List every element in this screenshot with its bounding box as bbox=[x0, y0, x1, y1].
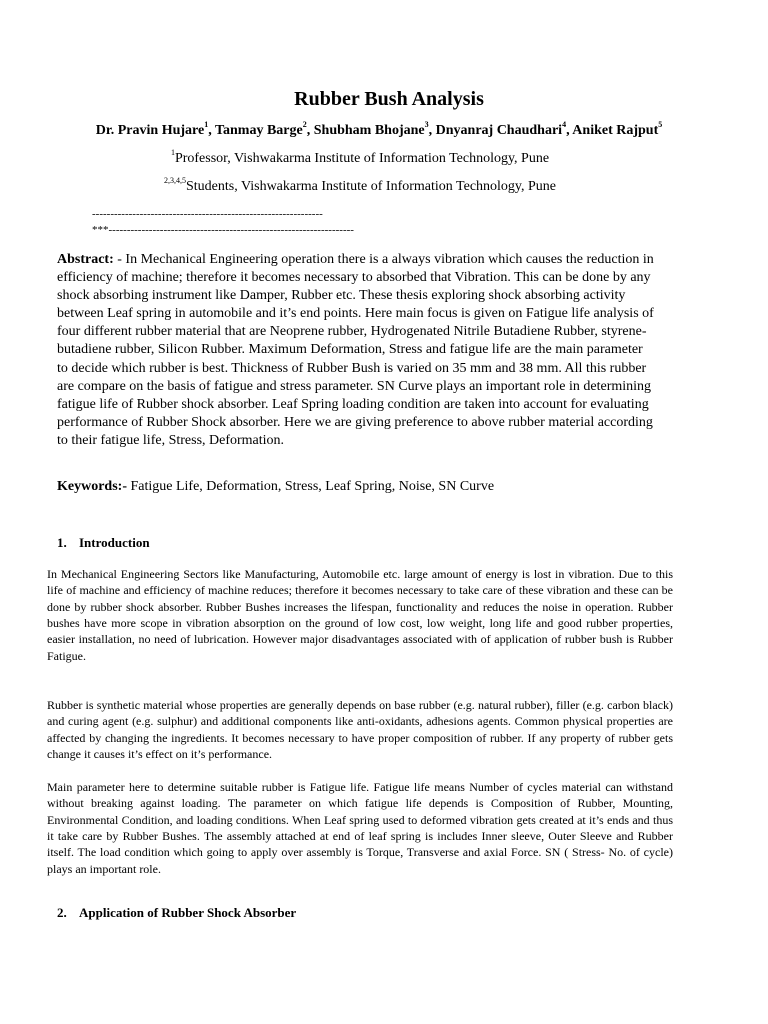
section-heading-application bbox=[57, 905, 296, 921]
author-name: Dnyanraj Chaudhari bbox=[435, 123, 563, 138]
abstract-label: Abstract: bbox=[57, 252, 114, 267]
author-sep: , bbox=[208, 123, 215, 138]
keywords-label: Keywords:- bbox=[57, 479, 127, 494]
author-name: Shubham Bhojane bbox=[313, 123, 425, 138]
author-sup: 3 bbox=[424, 120, 429, 130]
author-name: Tanmay Barge bbox=[214, 123, 303, 138]
keywords-text: Fatigue Life, Deformation, Stress, Leaf Spring, Noise, SN Curve bbox=[127, 479, 495, 494]
separator-line: --------------------------------------------------------------- bbox=[92, 208, 323, 220]
author-sep: , bbox=[306, 123, 314, 138]
author-name: Aniket Rajput bbox=[572, 123, 659, 138]
affiliation-students bbox=[0, 176, 720, 195]
author-sep: , bbox=[566, 123, 573, 138]
body-paragraph: Main parameter here to determine suitable rubber is Fatigue life. Fatigue life means Number of cycles material can withstand without breaking against loading. The parameter on which fatigue life depends is Composition of Rubber, Mounting, Environmental Condition, and loading conditions. When Leaf spring used to deformed vibration gets created at it’s ends and thus it take care by Rubber Bushes. The assembly attached at end of leaf spring is includes Inner sleeve, Outer Sleeve and Rubber itself. The load condition which going to apply over assembly is Torque, Transverse and axial Force. SN ( Stress- No. of cycle) plays an important role. bbox=[47, 780, 673, 876]
keywords bbox=[57, 478, 677, 496]
section-title: Application of Rubber Shock Absorber bbox=[79, 905, 297, 920]
author-sup: 5 bbox=[658, 120, 663, 130]
affiliation-sup: 2,3,4,5 bbox=[163, 176, 186, 186]
affiliation-sup: 1 bbox=[170, 148, 175, 158]
abstract-text: - In Mechanical Engineering operation there is a always vibration which causes the reduction in efficiency of machine; therefore it becomes necessary to absorbed that Vibration. This can be done by any shock absorbing instrument like Damper, Rubber etc. These thesis exploring shock absorbing activity between Leaf spring in automobile and it’s end points. Here main focus is given on Fatigue life analysis of four different rubber material that are Neoprene rubber, Hydrogenated Nitrile Butadiene Rubber, styrene-butadiene rubber, Silicon Rubber. Maximum Deformation, Stress and fatigue life are the main parameter to decide which rubber is best. Thickness of Rubber Bush is varied on 35 mm and 38 mm. All this rubber are compare on the basis of fatigue and stress parameter. SN Curve plays an important role in determining fatigue life of Rubber shock absorber. Leaf Spring loading condition are taken into account for evaluating performance of Rubber Shock absorber. Here we are giving preference to above rubber material according to their fatigue life, Stress, Deformation. bbox=[57, 252, 654, 448]
abstract bbox=[57, 251, 657, 450]
body-paragraph: Rubber is synthetic material whose properties are generally depends on base rubber (e.g. natural rubber), filler (e.g. carbon black) and curing agent (e.g. sulphur) and additional components like anti-oxidants, adhesions agents. Common physical properties are affected by changing the ingredients. It becomes necessary to have proper composition of rubber. If any property of rubber gets change it causes it’s effect on it’s performance. bbox=[47, 698, 673, 762]
affiliation-text: Students, Vishwakarma Institute of Information Technology, Pune bbox=[185, 179, 557, 194]
author-list bbox=[0, 120, 758, 139]
author-sup: 4 bbox=[562, 120, 567, 130]
author-sup: 2 bbox=[302, 120, 307, 130]
section-heading-introduction bbox=[57, 535, 150, 551]
section-title: Introduction bbox=[79, 535, 150, 550]
affiliation-professor bbox=[0, 148, 720, 167]
section-number: 1. bbox=[57, 535, 67, 550]
paper-title: Rubber Bush Analysis bbox=[294, 88, 484, 110]
author-sep: , bbox=[428, 123, 436, 138]
section-number: 2. bbox=[57, 905, 67, 920]
body-paragraph: In Mechanical Engineering Sectors like Manufacturing, Automobile etc. large amount of energy is lost in vibration. Due to this life of machine and efficiency of machine reduces; therefore it becomes necessary to take care of these vibration and these can be done by rubber shock absorber. Rubber Bushes increases the lifespan, functionality and reduces the noise in operation. Rubber bushes have more scope in vibration absorption on the ground of low cost, low weight, long life and good rubber properties, easier installation, no need of lubrication. However major disadvantages associated with of application of rubber bush is Rubber Fatigue. bbox=[47, 567, 673, 663]
separator-line: ***------------------------------------------------------------------- bbox=[92, 224, 354, 236]
author-sup: 1 bbox=[204, 120, 209, 130]
author-name: Dr. Pravin Hujare bbox=[95, 123, 205, 138]
affiliation-text: Professor, Vishwakarma Institute of Information Technology, Pune bbox=[174, 151, 550, 166]
